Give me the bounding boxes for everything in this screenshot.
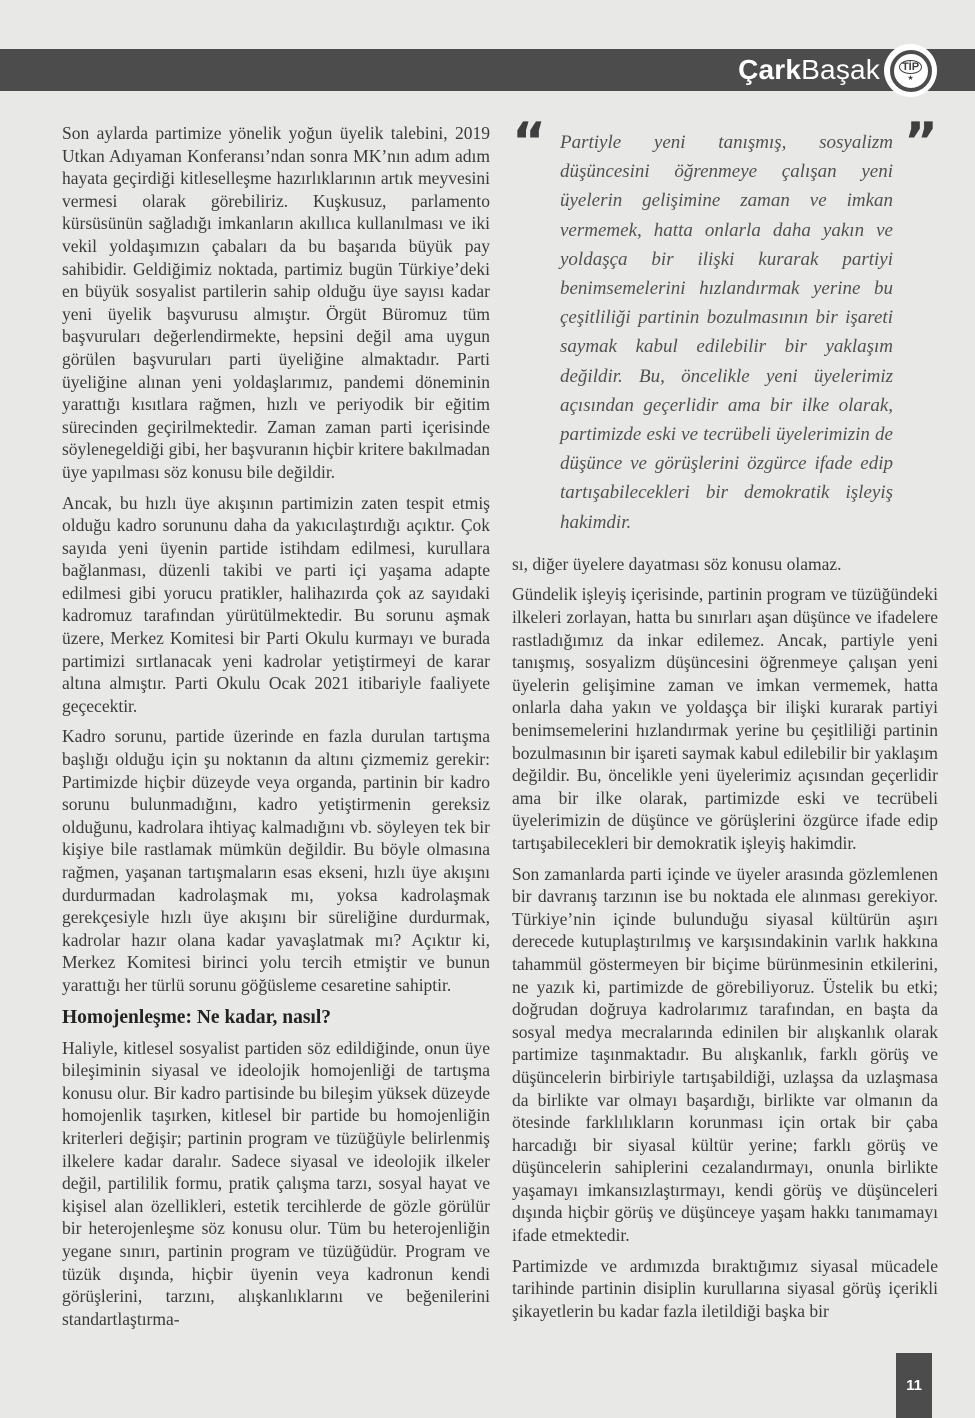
pull-quote-text: Partiyle yeni tanışmış, sosyalizm düşüncesini öğrenmeye çalışan yeni üyelerin gelişimine zaman ve imkan vermemek, hatta onlarla daha yakın ve yoldaşça bir ilişki kurarak partiyi benimsemelerini hızlandırmak yerine bu çeşitliliği partinin bozulmasının bir işareti saymak kabul edilebilir bir yaklaşım değildir. Bu, öncelikle yeni üyelerimiz açısından geçerlidir ama bir ilke olarak, partimizde eski ve tecrübeli üyelerimizin de düşünce ve görüşlerini özgürce ifade edip tartışabilecekleri bir demokratik işleyiş hakimdir. <box>560 132 893 533</box>
paragraph: sı, diğer üyelere dayatması söz konusu olamaz. <box>512 553 842 574</box>
open-quote-icon: “ <box>512 112 547 172</box>
page-number-badge <box>896 1353 932 1418</box>
page-number: 11 <box>906 1377 922 1394</box>
article-body <box>62 112 938 1338</box>
section-heading: Homojenleşme: Ne kadar, nasıl? <box>62 1006 332 1028</box>
paragraph: Ancak, bu hızlı üye akışının partimizin zaten tespit etmiş olduğu kadro sorununu daha da yakıcılaştırdığı açıktır. Çok sayıda yeni üyenin partide istihdam edilmesi, kurullara bağlanması, düzenli takibi ve parti içi yaşama adapte edilmesi gibi yorucu pratikler, halihazırda çok az sayıdaki kadromuz tarafından yürütülmektedir. Bu sorunu aşmak üzere, Merkez Komitesi bir Parti Okulu kurmayı ve burada partimizi sırtlanacak yeni kadrolar yetiştirmeyi de karar altına almıştır. Parti Okulu Ocak 2021 itibariyle faaliyete geçecektir. <box>62 492 490 716</box>
magazine-title-light: Başak <box>801 54 880 85</box>
paragraph: Gündelik işleyiş içerisinde, partinin program ve tüzüğündeki ilkeleri zorlayan, hatta bu sınırları aşan düşünce ve ifadelere rastladığımız da inkar edilemez. Ancak, partiyle yeni tanışmış, sosyalizm düşüncesini öğrenmeye çalışan yeni üyelerin gelişimine zaman ve imkan vermemek, hatta onlarla daha yakın ve yoldaşça bir ilişki kurarak partiyi benimsemelerini hızlandırmak yerine bu çeşitliliği partinin bozulmasının bir işareti saymak kabul edilebilir bir yaklaşım değildir. Bu, öncelikle yeni üyelerimiz açısından geçerlidir ama bir ilke olarak, partimizde eski ve tecrübeli üyelerimizin de düşünce ve görüşlerini özgürce ifade edip tartışabilecekleri bir demokratik işleyiş hakimdir. <box>512 584 938 853</box>
magazine-title <box>738 49 880 91</box>
right-column <box>512 112 938 1338</box>
star-icon: ★ <box>907 73 914 82</box>
pull-quote <box>512 112 938 537</box>
paragraph: Partimizde ve ardımızda bıraktığımız siyasal mücadele tarihinde partinin disiplin kurullarına siyasal görüş içerikli şikayetlerin bu kadar fazla iletildiği başka bir <box>512 1255 938 1321</box>
paragraph: Kadro sorunu, partide üzerinde en fazla durulan tartışma başlığı olduğu için şu noktanın da altını çizmemiz gerekir: Partimizde hiçbir düzeyde veya organda, partinin bir kadro sorunu bulunmadığını, kadro yetiştirmenin gereksiz olduğunu, kadrolara ihtiyaç kalmadığını vb. söyleyen tek bir kişiye bile rastlamak mümkün değildir. Bu böyle olmasına rağmen, yaşanan tartışmaların esas ekseni, hızlı üye akışını durdurmadan kadrolaşmak mı, yoksa kadrolaşmak gerekçesiyle hızlı üye akışını bir süreliğine durdurmak, kadrolar hazır olana kadar yavaşlatmak mı? Açıktır ki, Merkez Komitesi birinci yolu tercih etmiştir ve bunun yarattığı her türlü sorunu göğüsleme cesaretine sahiptir. <box>62 726 490 995</box>
close-quote-icon: ” <box>903 112 938 172</box>
tip-logo-label: TİP <box>899 60 922 74</box>
magazine-title-bold: Çark <box>738 54 802 85</box>
tip-emblem-icon <box>890 50 932 92</box>
tip-party-logo <box>884 44 937 97</box>
paragraph: Son aylarda partimize yönelik yoğun üyelik talebini, 2019 Utkan Adıyaman Konferansı’ndan sonra MK’nın adım adım hayata geçirdiği kitleselleşme hazırlıklarının artık meyvesini vermesi olarak görebiliriz. Kuşkusuz, parlamento kürsüsünün sağladığı imkanların akıllıca kullanılması ve iki vekil yoldaşımızın çabaları da bu başarıda büyük pay sahibidir. Geldiğimiz noktada, partimiz bugün Türkiye’deki en büyük sosyalist partilerin sahip olduğu üye sayısı kadar yeni üyelik başvurusu almıştır. Örgüt Büromuz tüm başvuruları değerlendirmekte, hepsini değil ama uygun görülen başvuruları parti üyeliğine almaktadır. Parti üyeliğine alınan yeni yoldaşlarımız, pandemi döneminin yarattığı kısıtlara rağmen, hızlı ve periyodik bir eğitim sürecinden geçirilmektedir. Zaman zaman parti içerisinde söylenegeldiği gibi, her başvuranın hiçbir kritere bakılmadan üye yapılması söz konusu bile değildir. <box>62 123 490 482</box>
left-column <box>62 122 490 1338</box>
paragraph: Haliyle, kitlesel sosyalist partiden söz edildiğinde, onun üye bileşiminin siyasal ve ideolojik homojenliği de tartışma konusu olur. Bir kadro partisinde bu bileşim yüksek düzeyde homojenlik taşırken, kitlesel bir partide bu homojenliğin kriterleri değişir; partinin program ve tüzüğüyle belirlenmiş ilkelere kadar daralır. Sadece siyasal ve ideolojik ilkeler değil, partililik formu, pratik çalışma tarzı, sosyal hayat ve kişisel alan özellikleri, estetik tercihlerde de gözle görülür bir heterojenleşme söz konusu olur. Tüm bu heterojenliğin yegane sınırı, partinin program ve tüzüğüdür. Program ve tüzük dışında, hiçbir üyenin veya kadronun kendi görüşlerini, tarzını, alışkanlıklarını ve beğenilerini standartlaştırma- <box>62 1037 490 1329</box>
header-bar <box>0 49 975 91</box>
paragraph: Son zamanlarda parti içinde ve üyeler arasında gözlemlenen bir davranış tarzının ise bu noktada ele alınması gerekiyor. Türkiye’nin içinde bulunduğu siyasal kültürün aşırı derecede kutuplaştırılmış ve karşısındakinin varlık hakkına tahammül göstermeyen bir biçime bürünmesinin etkilerini, ne yazık ki, partimizde de görebiliyoruz. Üstelik bu etki; doğrudan doğruya kadrolarımız tarafından, en başta da sosyal medya mecralarında edinilen bir alışkanlık olarak partimize taşınmaktadır. Bu alışkanlık, farklı görüş ve düşüncelerin birbiriyle tartışabildiği, uzlaşsa da uzlaşmasa da birlikte var olmayı başardığı, birlikte var olmanın da ötesinde farklılıkların korunması için ortak bir çaba harcadığı bir siyasal kültür yerine; farklı görüş ve düşüncelerin sahiplerini cezalandırmayı, onunla birlikte yaşamayı imkansızlaştırmayı, kendi görüş ve düşünceleri dışında hiçbir görüş ve düşünceye yaşam hakkı tanımamayı ifade etmektedir. <box>512 863 938 1246</box>
